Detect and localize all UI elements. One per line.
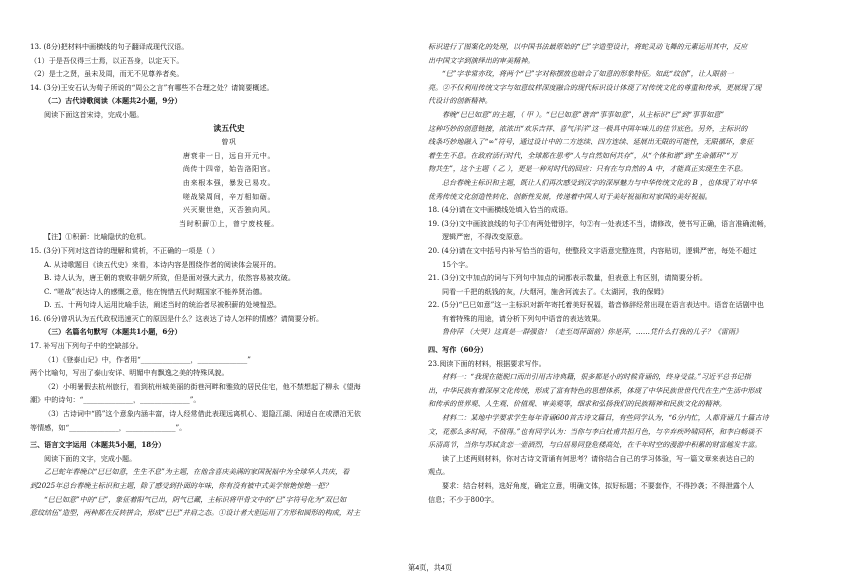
left-line: 13. (8分)把材料中画横线的句子翻译成现代汉语。 <box>30 42 189 51</box>
right-line: 材料一：“我现在能脱口而出引用古诗典籍，很多都是小的时候背诵的，终身受益。”习近平总书记指 <box>442 372 751 382</box>
left-line: 潮》中的诗句：“______________，______________”。 <box>30 395 201 405</box>
right-line: 观点。 <box>428 467 450 477</box>
left-line: B. 诗人认为，唐王朝的衰败非朝夕所致，但是面对强大武力，依然容易被攻破。 <box>44 273 295 283</box>
left-line: C. “嗟战”表达诗人的感慨之意，他在惋惜五代时期国家不能养贤治德。 <box>44 286 267 296</box>
right-line: 代设计的创新精神。 <box>428 96 492 106</box>
left-line: （二）古代诗歌阅读（本题共2小题，9分） <box>44 96 182 106</box>
left-line: “巳巳如意”中的“巳”，象征着阳气已出，阴气已藏，主标识将甲骨文中的“巳”字符号化为“双巳如 <box>44 494 347 504</box>
left-line: 两个比喻句，写出了泰山安详、明媚中有飘逸之美的特殊风貌。 <box>30 368 229 378</box>
left-line: （三）名篇名句默写（本题共1小题，6分） <box>44 327 182 337</box>
left-line: 阅读下面的文字，完成小题。 <box>44 453 137 463</box>
left-line: 意纹结伍”造型，两种都在反转拼合，形成“巳巳”并肩之态。①设计者大胆运用了方形和圆形的构成，对主 <box>30 508 361 518</box>
left-column <box>30 40 428 520</box>
right-line: 出，中华民族有着深厚文化传统，形成了富有特色的思想体系，体现了中华民族世世代代在生产生活中形成 <box>428 385 762 395</box>
left-line: （2）小明暑假去杭州旅行，看到杭州城美丽的街巷河畔和雅致的居民住宅，他不禁想起了柳永《望海 <box>44 381 361 391</box>
right-line: 逻辑严密，不得改变原意。 <box>442 232 528 242</box>
left-line: 尚传十四帝，始告洛阳宫。 <box>182 164 276 174</box>
left-line: 曾巩 <box>221 137 237 147</box>
left-line: 唐衰非一日，远自开元中。 <box>182 150 276 160</box>
left-line: 读五代史 <box>213 123 245 133</box>
right-line: 21. (3分)文中加点的词与下列句中加点的词都表示数量，但表意上有区别，请简要分析。 <box>428 273 707 283</box>
right-line: 20. (4分)请在文中括号内补写恰当的语句，使整段文字语意完整连贯，内容贴切，逻辑严密，每处不超过 <box>428 245 757 255</box>
right-line: 物共生”，这个主题（ 乙 ），更是一种对时代的回应：只有在与自然的 A 中，才能真正实现生生不息。 <box>428 164 748 174</box>
left-line: 当时积薪①上，曾宁废枝桠。 <box>178 218 280 228</box>
right-line: 材料二：某地中学要求学生每年背诵600首古诗文篇目，有些同学认为，“6分内忙，人都背诵几十篇古诗 <box>442 413 769 423</box>
right-line: 要求：结合材料，选好角度，确定立意，明确文体，拟好标题；不要套作，不得抄袭；不得泄露个人 <box>442 481 755 490</box>
right-line: 春晚“巳巳如意”的主题，（ 甲 ）。“巳巳如意”谐音“事事如意”，从主标识“巳”到“事事如意” <box>442 109 724 119</box>
right-line: 同看一千把的纸钱的灰，/大烟河，施舍河流去了。《太湖河，我的保姆》 <box>442 286 668 296</box>
left-line: D. 五、十两句诗人运用比喻手法，阐述当时的统治者尽被积薪的处境惶恐。 <box>44 300 281 310</box>
left-line: 到2025年总台春晚主标识和主题，除了感受到扑面的年味，你有没有被中式美学惊艳惊艳一把？ <box>30 481 332 490</box>
left-line: 嗟战梁周间，辛万相如砺。 <box>182 191 276 201</box>
left-line: （2）是士之贤，虽未及周，而无不见尊养者矣。 <box>30 69 184 79</box>
right-line: 乐清高节，当你与苏轼贪恋一壶酒烈，与白居易同登危楼高处，在千年时空的漫游中积累的财富越发丰富。 <box>428 440 762 450</box>
right-line: 19. (3分)文中画波浪线的句子①有两处错别字，句②有一处表述不当，请修改，使书写正确，语言准确流畅， <box>428 218 771 228</box>
right-line: 这种巧妙的创意链接，浓浓出“欢乐吉祥、喜气洋洋”这一极具中国年味儿的佳节底色。另外，主标识的 <box>428 123 748 133</box>
right-line: 信息；不少于800字。 <box>428 494 499 504</box>
left-line: 等情感，如“______________，______________”。 <box>30 422 187 432</box>
right-line: 四、写作（60分） <box>428 345 488 355</box>
right-line: 出中国文字到演绎出的审美精神。 <box>428 55 535 65</box>
left-line: 由来根本强，暴发已易攻。 <box>182 177 276 187</box>
left-line: 三、语言文字运用（本题共5小题，18分） <box>30 440 166 450</box>
right-line: 标识进行了图案化的处理，以中国书法最原始的“巳”字造型设计，将蛇灵动飞舞的元素运用其中，反应 <box>428 42 748 51</box>
right-line: 鲁侍萍 （大哭）这真是一群强盗！（走至周萍面前）你是萍，……凭什么打我的儿子？《雷雨》 <box>442 327 743 337</box>
left-line: 17. 补写出下列句子中的空缺部分。 <box>30 341 143 351</box>
right-line: 优秀传统文化创造性转化、创新性发展，传递着中国人对于美好祝福和对家国的美好祝福。 <box>428 191 712 201</box>
right-line: 15个字。 <box>442 259 473 269</box>
right-line: 22. (5分)“巳巳如意”这一主标识对新年寄托着美好祝福，谐音修辞经常出现在语言表达中。语音在话剧中也 <box>428 300 764 310</box>
page-footer: 第4页，共4页 <box>408 563 452 572</box>
right-line: 线条巧妙地融入了“∞”符号，通过设计中的二方连续、四方连续、延展出无限的可能性，无限循环，象征 <box>428 137 754 147</box>
right-column <box>428 40 826 506</box>
right-line: 亮。②不仅利用传统文字与如意纹样深度融合的现代标识设计体现了对传统文化的尊重和传承，更展现了现 <box>428 82 762 92</box>
right-line: 文，花那么多时间，不值得。”也有同学认为：当你与李白杜甫共担月色，与辛弃疾吟啸同杯，和李白畅谈不 <box>428 426 762 436</box>
right-line: 读了上述两则材料，你对古诗文背诵有何思考？请你结合自己的学习体验，写一篇文章来表达自己的 <box>442 453 755 463</box>
left-line: （1）《登泰山记》中，作者用“______________，______________” <box>44 354 251 364</box>
left-line: 14. (3分)王安石认为荀子所说的“周公之言”有哪些不合理之处？请简要概述。 <box>30 82 274 92</box>
left-line: A. 从诗歌题目《读五代史》来看，本诗内容是围绕作者的阅读体会展开的。 <box>44 259 281 269</box>
right-line: 18. (4分)请在文中画横线处填入恰当的成语。 <box>428 205 573 215</box>
right-line: 23.阅读下面的材料，根据要求写作。 <box>428 358 546 368</box>
left-line: 16. (6分)曾巩认为五代政权迅速灭亡的原因是什么？这表达了诗人怎样的情感？请简要分析。 <box>30 313 324 323</box>
right-line: 着生生不息。在政府活行时代，全球都在思考“人与自然如何共存”，从“个体和谐”到“生命循环”“万 <box>428 150 738 160</box>
right-line: 和传承的世界观、人生观、价值观、审美观等，细求和弘扬我们的民族精神和民族文化的精神。 <box>428 399 726 409</box>
left-line: （3）古诗词中“鸥”这个意象内涵丰富，诗人经常借此表现远离机心、退隐江湖、闲适自在或漂泊无依 <box>44 409 361 419</box>
right-line: 总台春晚主标识和主题，既让人们再次感受到汉字的深厚魅力与中华传统文化的 B ，也体现了对中华 <box>442 177 757 187</box>
right-line: “巳”字非常亦玫，将两个“巳”字对称摆放也暗合了如意的形象特征。如此“纹创”，让人眼前一 <box>442 69 734 79</box>
right-line: 有着特殊的用途，请分析下列句中语音的表达效果。 <box>442 313 606 323</box>
left-line: 兴灭聚世绝，灭否独向风。 <box>182 205 276 215</box>
left-line: 15. (3分)下列对这首诗的理解和赏析，不正确的一项是（ ） <box>30 245 219 255</box>
left-line: 【注】①积薪：比喻隐伏的危机。 <box>44 232 151 242</box>
left-line: 乙巳蛇年春晚以“巳巳如意，生生不息”为主题，在他含喜庆美满的家国祝福中为全球华人共庆，看 <box>44 467 350 477</box>
left-line: 阅读下面这首宋诗，完成小题。 <box>44 109 144 119</box>
left-line: （1）于是吾仪得三士焉，以正吾身，以定天下。 <box>30 55 184 65</box>
